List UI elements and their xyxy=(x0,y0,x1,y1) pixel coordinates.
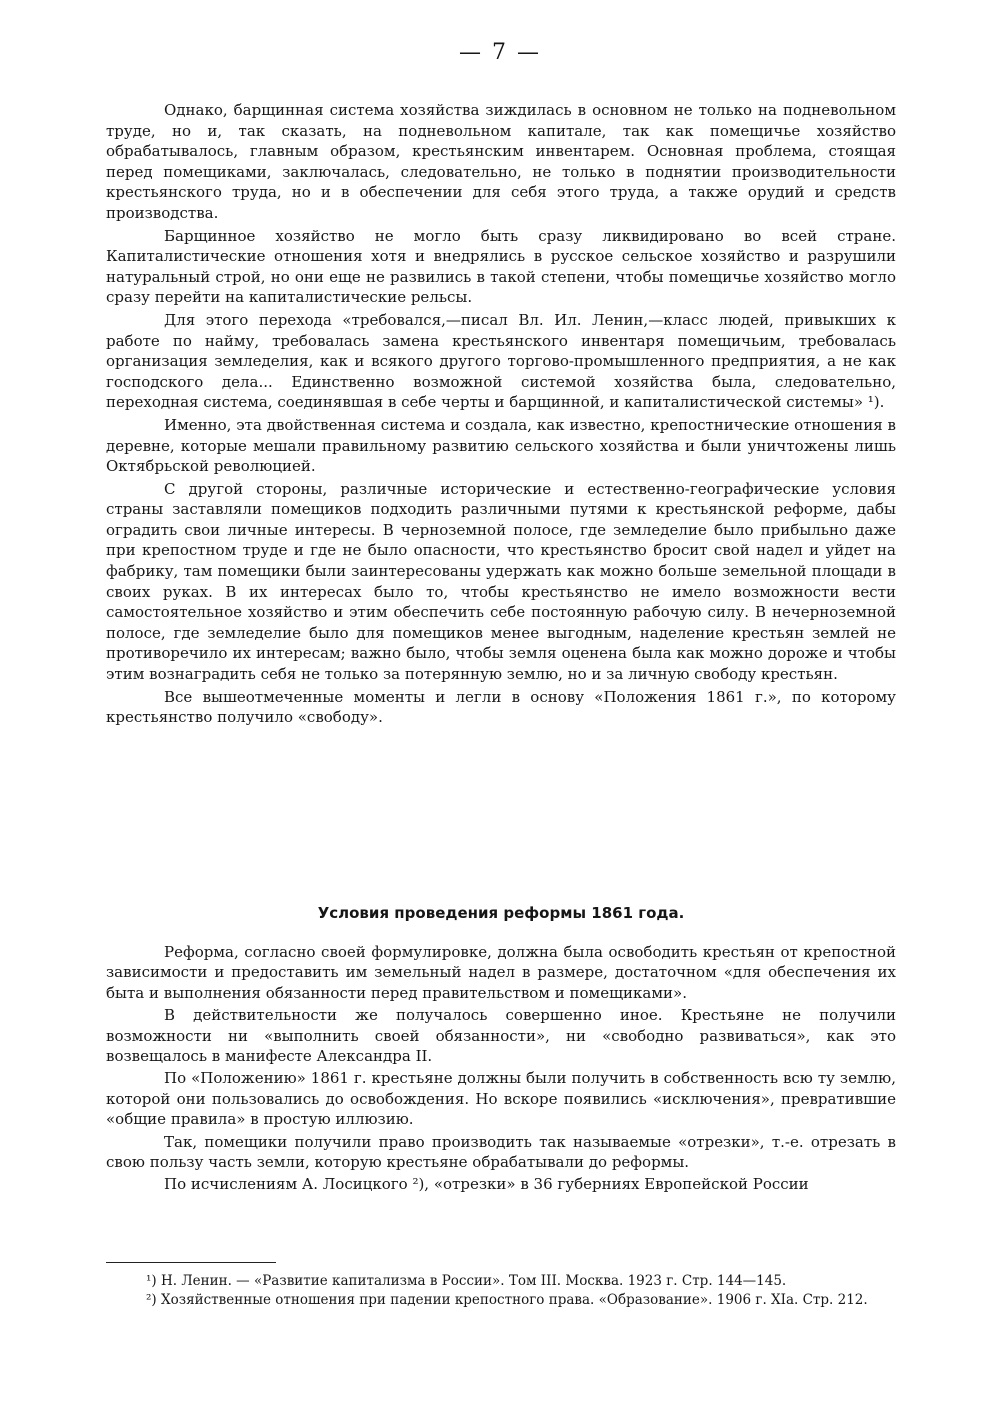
section-text xyxy=(106,942,896,1197)
paragraph: В действительности же получалось совершенно иное. Крестьяне не получили возможности ни «выполнить своей обязанности», ни «свободно развиваться», как это возвещалось в манифесте Александра II. xyxy=(106,1006,896,1066)
footnote: ¹) Н. Ленин. — «Развитие капитализма в России». Том III. Москва. 1923 г. Стр. 144—145. xyxy=(146,1273,787,1289)
paragraph: Барщинное хозяйство не могло быть сразу ликвидировано во всей стране. Капиталистические отношения хотя и внедрялись в русское сельское хозяйство и разрушили натуральный строй, но они еще не развились в такой степени, чтобы помещичье хозяйство могло сразу перейти на капиталистические рельсы. xyxy=(106,226,896,307)
paragraph: Именно, эта двойственная система и создала, как известно, крепостнические отношения в деревне, которые мешали правильному развитию сельского хозяйства и были уничтожены лишь Октябрьской революцией. xyxy=(106,415,896,476)
main-text xyxy=(106,100,896,730)
paragraph: Все вышеотмеченные моменты и легли в основу «Положения 1861 г.», по которому крестьянство получило «свободу». xyxy=(106,687,896,727)
paragraph: По «Положению» 1861 г. крестьяне должны были получить в собственность всю ту землю, которой они пользовались до освобождения. Но вскоре появились «исключения», превратившие «общие правила» в простую иллюзию. xyxy=(106,1069,896,1129)
paragraph: По исчислениям А. Лосицкого ²), «отрезки» в 36 губерниях Европейской России xyxy=(164,1175,809,1194)
paragraph: Так, помещики получили право производить так называемые «отрезки», т.-е. отрезать в свою пользу часть земли, которую крестьяне обрабатывали до реформы. xyxy=(106,1132,896,1172)
paragraph: Однако, барщинная система хозяйства зиждилась в основном не только на подневольном труде, но и, так сказать, на подневольном капитале, так как помещичье хозяйство обрабатывалось, главным образом, крестьянским инвентарем. Основная проблема, стоящая перед помещиками, заключалась, следовательно, не только в поднятии производительности крестьянского труда, но и в обеспечении для себя этого труда, а также орудий и средств производства. xyxy=(106,101,896,222)
page-number: — 7 — xyxy=(459,40,541,65)
footnote: ²) Хозяйственные отношения при падении крепостного права. «Образование». 1906 г. XIа. Стр. 212. xyxy=(146,1292,868,1308)
paragraph: С другой стороны, различные исторические и естественно-географические условия страны заставляли помещиков подходить различными путями к крестьянской реформе, дабы оградить свои личные интересы. В черноземной полосе, где земледелие было прибыльно даже при крепостном труде и где не было опасности, что крестьянство бросит свой надел и уйдет на фабрику, там помещики были заинтересованы удержать как можно больше земельной площади в своих руках. В их интересах было то, чтобы крестьянство не имело возможности вести самостоятельное хозяйство и этим обеспечить себе постоянную рабочую силу. В нечерноземной полосе, где земледелие было для помещиков менее выгодным, наделение крестьян землей не противоречило их интересам; важно было, чтобы земля оценена была как можно дороже и чтобы этим вознаградить себя не только за потерянную землю, но и за личную свободу крестьян. xyxy=(106,479,896,684)
footnote-divider xyxy=(106,1262,276,1263)
paragraph: Реформа, согласно своей формулировке, должна была освободить крестьян от крепостной зависимости и предоставить им земельный надел в размере, достаточном «для обеспечения их быта и выполнения обязанности перед правительством и помещиками». xyxy=(106,943,896,1002)
section-title: Условия проведения реформы 1861 года. xyxy=(317,904,685,922)
footnotes xyxy=(106,1272,896,1310)
paragraph: Для этого перехода «требовался,—писал Вл. Ил. Ленин,—класс людей, привыкших к работе по найму, требовалась замена крестьянского инвентаря помещичьим, требовалась организация земледелия, как и всякого другого торгово-промышленного предприятия, а не как господского дела... Единственно возможной системой хозяйства была, следовательно, переходная система, соединявшая в себе черты и барщинной, и капиталистической системы» ¹). xyxy=(106,310,896,412)
